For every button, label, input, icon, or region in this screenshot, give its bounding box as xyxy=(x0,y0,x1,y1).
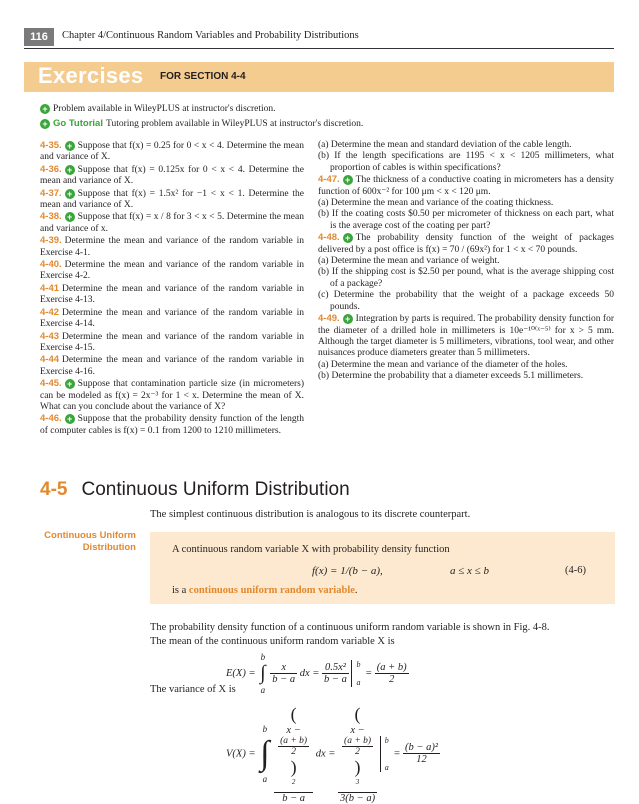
body-paragraph: The variance of X is xyxy=(150,684,236,695)
plus-icon: + xyxy=(65,414,75,424)
plus-icon: + xyxy=(65,189,75,199)
plus-icon: + xyxy=(40,104,50,114)
exercise-part: (c) Determine the probability that the weight of a package exceeds 50 pounds. xyxy=(318,290,614,312)
right-exercise-column xyxy=(318,140,614,383)
exercise-part: (a) Determine the mean and variance of the coating thickness. xyxy=(318,198,554,209)
plus-icon: + xyxy=(343,175,353,185)
exercise-item: 4-48. + The probability density function of the weight of packages delivered by a post office is f(x) = 70 / (69x²) for 1 < x < 70 pounds. xyxy=(318,232,614,255)
go-tutorial-note: + Go Tutorial Tutoring problem available in WileyPLUS at instructor's discretion. xyxy=(40,118,363,129)
plus-icon: + xyxy=(40,119,50,129)
exercise-item: 4-37. + Suppose that f(x) = 1.5x² for −1 < x < 1. Determine the mean and variance of X. xyxy=(40,187,304,211)
plus-icon: + xyxy=(65,141,75,151)
plus-icon: + xyxy=(343,314,353,324)
exercise-item: 4-42 Determine the mean and variance of the random variable in Exercise 4-14. xyxy=(40,306,304,330)
left-exercise-column xyxy=(40,140,304,437)
exercise-part: (b) Determine the probability that a diameter exceeds 5.1 millimeters. xyxy=(318,371,584,382)
exercise-part: (a) Determine the mean and standard deviation of the cable length. xyxy=(318,140,572,150)
section-intro: The simplest continuous distribution is analogous to its discrete counterpart. xyxy=(150,509,471,520)
header-rule xyxy=(24,48,614,49)
mean-equation: E(X) = b ∫ a $\frac{x}{b - a}$ dx = $\frac{\text{0.5x²}}{b - a}$ b a = $\frac{(a + b)}{2}$ xyxy=(226,652,407,695)
definition-box xyxy=(150,532,615,604)
exercise-item: 4-41 Determine the mean and variance of the random variable in Exercise 4-13. xyxy=(40,282,304,306)
wileyplus-note: + Problem available in WileyPLUS at instructor's discretion. xyxy=(40,104,276,114)
variance-equation: V(X) = b ∫ a ( x − (a + b) 2 ) $^2$ b − a dx = ( x − (a + b) 2 ) $^3$ 3(b − a) b a = $\frac{\text{(b − a)²}}{12}$ xyxy=(226,704,439,804)
exercise-item: 4-38. + Suppose that f(x) = x / 8 for 3 < x < 5. Determine the mean and variance of x. xyxy=(40,211,304,234)
exercise-item: 4-44 Determine the mean and variance of the random variable in Exercise 4-16. xyxy=(40,354,304,377)
equation-number: (4-6) xyxy=(565,565,586,576)
exercise-item: 4-39. Determine the mean and variance of the random variable in Exercise 4-1. xyxy=(40,235,304,258)
exercise-item: 4-36. + Suppose that f(x) = 0.125x for 0 < x < 4. Determine the mean and variance of X. xyxy=(40,163,304,187)
exercise-item: 4-35. + Suppose that f(x) = 0.25 for 0 < x < 4. Determine the mean and variance of X. xyxy=(40,140,304,163)
exercise-part: (b) If the length specifications are 1195 < x < 1205 millimeters, what proportion of cables is within specifications? xyxy=(318,151,614,173)
exercise-item: 4-45. + Suppose that contamination particle size (in micrometers) can be modeled as f(x) = 2x⁻³ for 1 < x. Determine the mean of X. What can you conclude about the variance of X? xyxy=(40,378,304,412)
exercises-title: Exercises xyxy=(38,63,144,88)
exercise-part: (a) Determine the mean and variance of the diameter of the holes. xyxy=(318,359,568,370)
body-paragraph: The probability density function of a continuous uniform random variable is shown in Fig. 4-8. xyxy=(150,622,550,633)
go-tutorial-label: Go Tutorial xyxy=(53,118,103,129)
plus-icon: + xyxy=(343,233,353,243)
section-heading xyxy=(40,479,350,501)
exercise-part: (a) Determine the mean and variance of weight. xyxy=(318,256,500,267)
running-head: Chapter 4/Continuous Random Variables and Probability Distributions xyxy=(62,30,359,41)
page-number: 116 xyxy=(24,28,54,46)
plus-icon: + xyxy=(65,165,75,175)
page-header xyxy=(0,28,639,46)
defined-term: continuous uniform random variable xyxy=(188,585,355,596)
exercise-item: 4-43 Determine the mean and variance of the random variable in Exercise 4-15. xyxy=(40,330,304,353)
definition-range: a ≤ x ≤ b xyxy=(450,565,489,577)
exercise-item: 4-47. + The thickness of a conductive coating in micrometers has a density function of 600x⁻² for 100 μm < x < 120 μm. xyxy=(318,174,614,197)
definition-sidebar-label: Continuous Uniform Distribution xyxy=(44,530,136,553)
definition-line1: A continuous random variable X with probability density function xyxy=(172,544,450,555)
exercise-item: 4-49. + Integration by parts is required. The probability density function for the diameter of a drilled hole in millimeters is 10e⁻¹⁰⁽ˣ⁻⁵⁾ for x > 5 mm. Although the target diameter is 5 millimeters, vibrations, tool wear, and other nuisances produce diameters greater than 5 millimeters. xyxy=(318,313,614,359)
plus-icon: + xyxy=(65,212,75,222)
exercises-banner xyxy=(24,62,614,92)
exercise-item: 4-40. Determine the mean and variance of the random variable in Exercise 4-2. xyxy=(40,259,304,282)
exercise-part: (b) If the shipping cost is $2.50 per pound, what is the average shipping cost of a package? xyxy=(318,267,614,289)
definition-formula: f(x) = 1/(b − a), xyxy=(312,565,383,577)
exercises-section-label: FOR SECTION 4-4 xyxy=(160,71,246,82)
section-number: 4-5 xyxy=(40,479,68,500)
body-paragraph: The mean of the continuous uniform random variable X is xyxy=(150,636,395,647)
exercise-item: 4-46. + Suppose that the probability density function of the length of computer cables is f(x) = 0.1 from 1200 to 1210 millimeters. xyxy=(40,413,304,436)
section-title: Continuous Uniform Distribution xyxy=(81,479,350,500)
definition-line3: is a continuous uniform random variable. xyxy=(172,585,358,596)
exercise-part: (b) If the coating costs $0.50 per micrometer of thickness on each part, what is the average cost of the coating per part? xyxy=(318,209,614,231)
plus-icon: + xyxy=(65,379,75,389)
